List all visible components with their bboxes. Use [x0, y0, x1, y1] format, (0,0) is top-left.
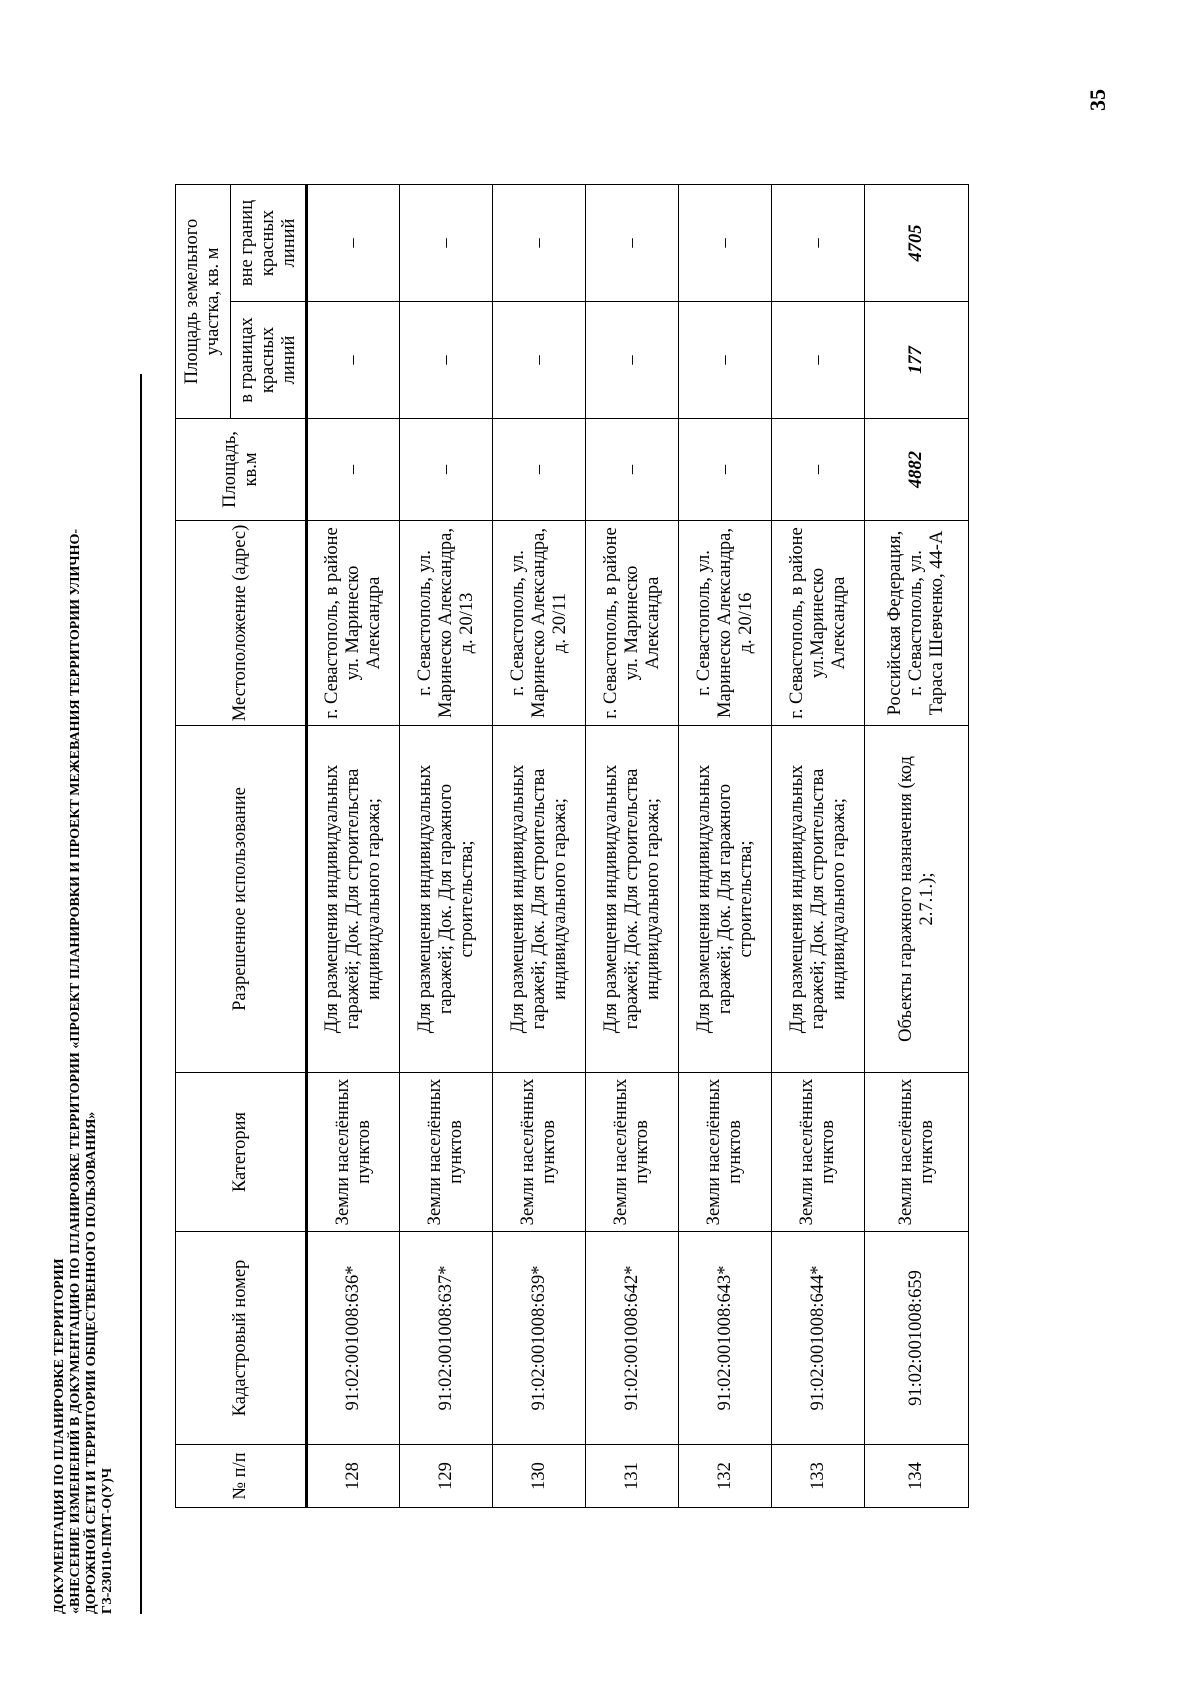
cell-category: Земли населённых пунктов: [586, 1073, 679, 1232]
table-row: [865, 185, 969, 1508]
cell-num: 132: [679, 1445, 772, 1508]
cell-permitted-use: Для размещения индивидуальных гаражей; Док. Для гаражного строительства;: [679, 726, 772, 1073]
cell-category: Земли населённых пунктов: [772, 1073, 865, 1232]
cell-within: –: [772, 302, 865, 419]
table-row: [772, 185, 865, 1508]
cell-area: –: [307, 419, 400, 521]
cell-cadastral: 91:02:001008:659: [865, 1232, 969, 1445]
cell-category: Земли населённых пунктов: [865, 1073, 969, 1232]
cell-outside: –: [307, 185, 400, 302]
cell-outside: –: [772, 185, 865, 302]
cell-within: 177: [865, 302, 969, 419]
cell-category: Земли населённых пунктов: [400, 1073, 493, 1232]
header-area: Площадь, кв.м: [176, 419, 307, 521]
cell-num: 134: [865, 1445, 969, 1508]
cell-num: 133: [772, 1445, 865, 1508]
cell-permitted-use: Для размещения индивидуальных гаражей; Док. Для гаражного строительства;: [400, 726, 493, 1073]
cell-within: –: [400, 302, 493, 419]
cell-outside: –: [679, 185, 772, 302]
cell-cadastral: 91:02:001008:639*: [493, 1232, 586, 1445]
header-line-4: ГЗ-230110-ПМТ-О(У)Ч: [100, 1467, 115, 1614]
cell-area: –: [493, 419, 586, 521]
cell-permitted-use: Для размещения индивидуальных гаражей; Док. Для строительства индивидуального гаража;: [772, 726, 865, 1073]
cell-area: –: [679, 419, 772, 521]
cell-permitted-use: Объекты гаражного назначения (код 2.7.1.);: [865, 726, 969, 1073]
header-line-3: ДОРОЖНОЙ СЕТИ И ТЕРРИТОРИИ ОБЩЕСТВЕННОГО ПОЛЬЗОВАНИЯ»: [84, 1111, 99, 1614]
header-permitted-use: Разрешенное использование: [176, 726, 307, 1073]
cell-location: г. Севастополь, ул. Маринеско Александра, д. 20/13: [400, 521, 493, 726]
header-divider: [140, 374, 142, 1614]
cell-num: 131: [586, 1445, 679, 1508]
table-row: [493, 185, 586, 1508]
header-plot-area: Площадь земельного участка, кв. м: [176, 185, 231, 419]
cell-area: –: [586, 419, 679, 521]
header-num: № п/п: [176, 1445, 307, 1508]
cell-permitted-use: Для размещения индивидуальных гаражей; Док. Для строительства индивидуального гаража;: [307, 726, 400, 1073]
cell-permitted-use: Для размещения индивидуальных гаражей; Док. Для строительства индивидуального гаража;: [586, 726, 679, 1073]
cell-location: г. Севастополь, в районе ул. Маринеско Александра: [307, 521, 400, 726]
table-row: [679, 185, 772, 1508]
cell-num: 130: [493, 1445, 586, 1508]
cell-category: Земли населённых пунктов: [307, 1073, 400, 1232]
land-plots-table: [175, 184, 969, 1508]
cell-within: –: [307, 302, 400, 419]
cell-location: Российская Федерация, г. Севастополь, ул. Тараса Шевченко, 44-А: [865, 521, 969, 726]
cell-within: –: [586, 302, 679, 419]
cell-cadastral: 91:02:001008:636*: [307, 1232, 400, 1445]
page-number: 35: [1085, 89, 1110, 111]
cell-category: Земли населённых пунктов: [493, 1073, 586, 1232]
cell-area: –: [400, 419, 493, 521]
cell-cadastral: 91:02:001008:637*: [400, 1232, 493, 1445]
cell-location: г. Севастополь, ул. Маринеско Александра, д. 20/11: [493, 521, 586, 726]
header-line-2: «ВНЕСЕНИЕ ИЗМЕНЕНИЙ В ДОКУМЕНТАЦИЮ ПО ПЛАНИРОВКЕ ТЕРРИТОРИИ «ПРОЕКТ ПЛАНИРОВКИ И ПРОЕКТ МЕЖЕВАНИЯ ТЕРРИТОРИИ УЛИЧНО-: [68, 528, 83, 1614]
cell-outside: 4705: [865, 185, 969, 302]
cell-num: 129: [400, 1445, 493, 1508]
cell-area: 4882: [865, 419, 969, 521]
cell-outside: –: [493, 185, 586, 302]
cell-within: –: [493, 302, 586, 419]
cell-cadastral: 91:02:001008:642*: [586, 1232, 679, 1445]
header-outside-red-lines: вне границ красных линий: [231, 185, 307, 302]
cell-cadastral: 91:02:001008:644*: [772, 1232, 865, 1445]
cell-category: Земли населённых пунктов: [679, 1073, 772, 1232]
header-category: Категория: [176, 1073, 307, 1232]
cell-location: г. Севастополь, ул. Маринеско Александра, д. 20/16: [679, 521, 772, 726]
table-row: [307, 185, 400, 1508]
cell-location: г. Севастополь, в районе ул. Маринеско Александра: [586, 521, 679, 726]
cell-cadastral: 91:02:001008:643*: [679, 1232, 772, 1445]
document-header: [52, 414, 116, 1614]
table-row: [586, 185, 679, 1508]
header-location: Местоположение (адрес): [176, 521, 307, 726]
cell-permitted-use: Для размещения индивидуальных гаражей; Док. Для строительства индивидуального гаража;: [493, 726, 586, 1073]
cell-location: г. Севастополь, в районе ул.Маринеско Александра: [772, 521, 865, 726]
header-cadastral: Кадастровый номер: [176, 1232, 307, 1445]
header-line-1: ДОКУМЕНТАЦИЯ ПО ПЛАНИРОВКЕ ТЕРРИТОРИИ: [52, 1258, 67, 1614]
cell-within: –: [679, 302, 772, 419]
cell-outside: –: [400, 185, 493, 302]
header-within-red-lines: в границах красных линий: [231, 302, 307, 419]
cell-area: –: [772, 419, 865, 521]
cell-num: 128: [307, 1445, 400, 1508]
cell-outside: –: [586, 185, 679, 302]
table-row: [400, 185, 493, 1508]
